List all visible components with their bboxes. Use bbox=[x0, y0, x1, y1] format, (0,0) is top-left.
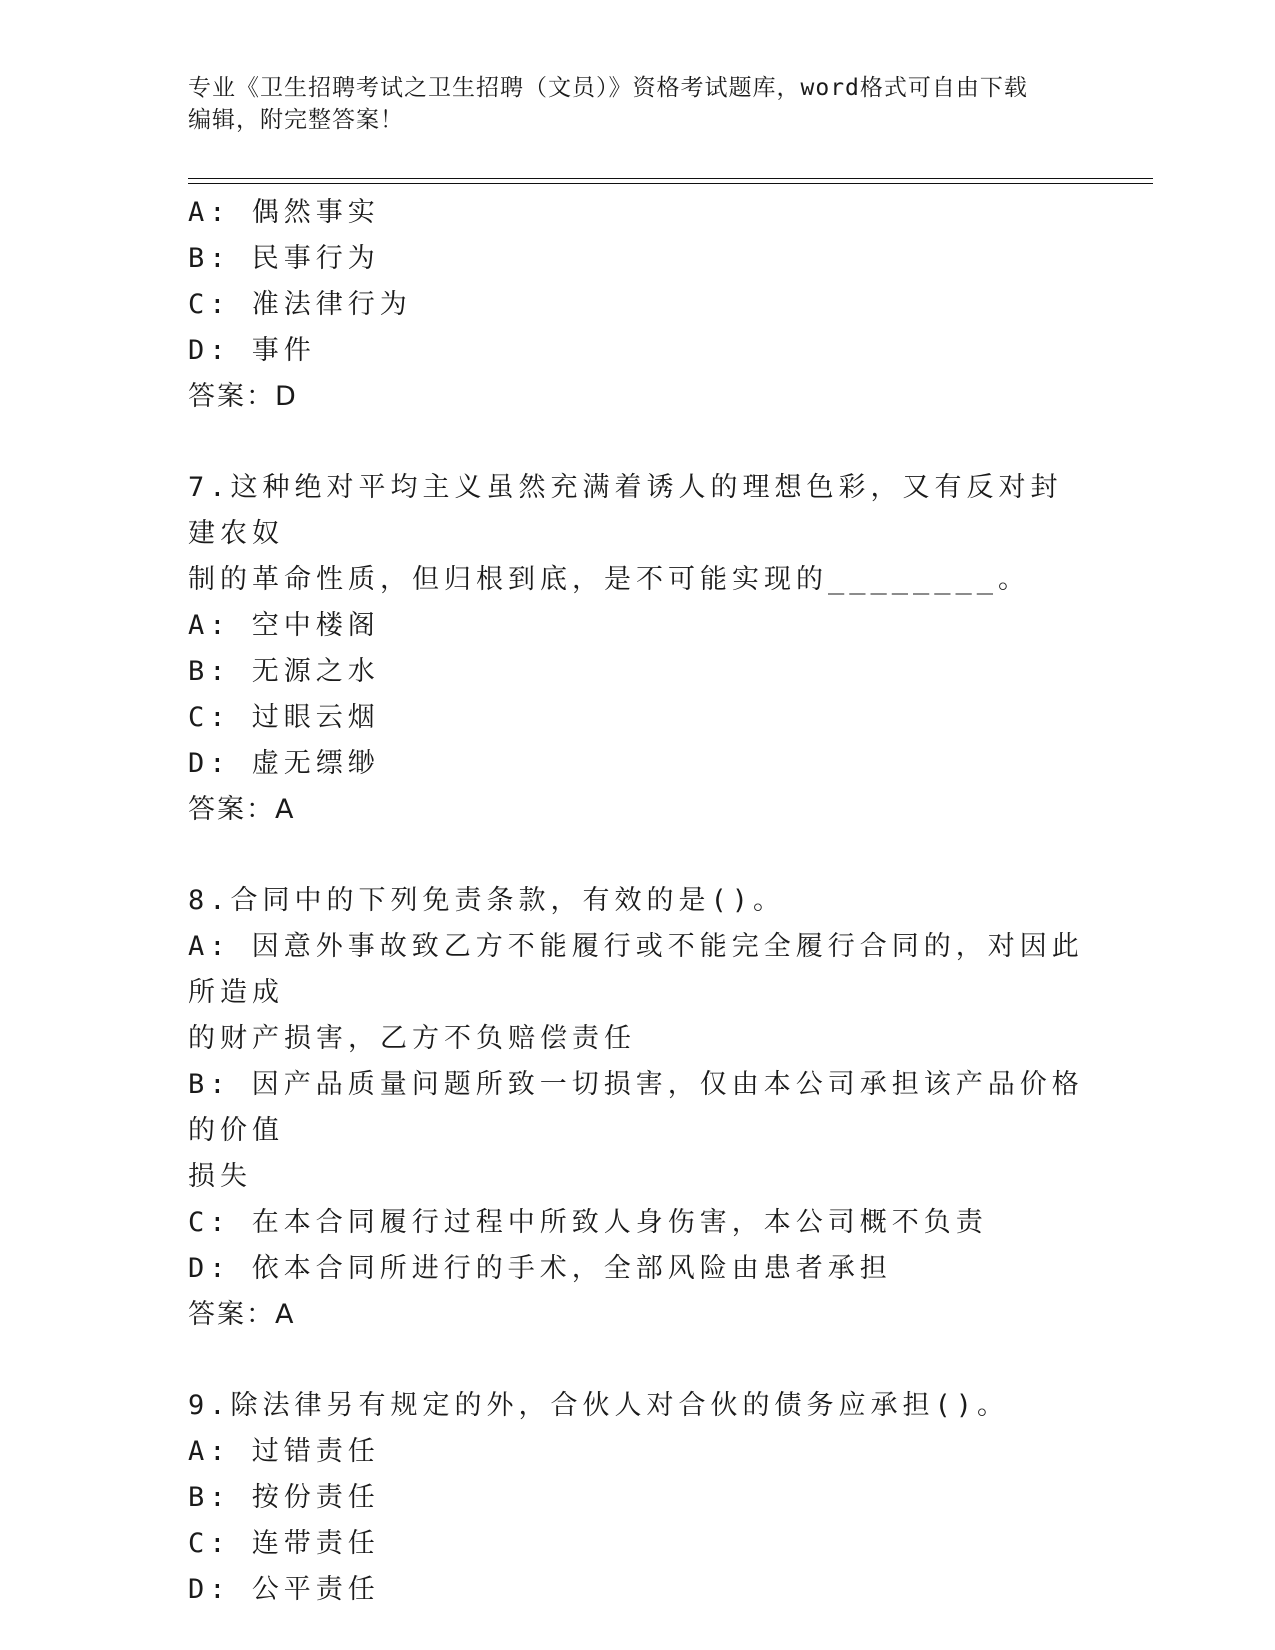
option-d: D: 公平责任 bbox=[188, 1574, 380, 1605]
question-stem-line-1: 7.这种绝对平均主义虽然充满着诱人的理想色彩，又有反对封建农奴 bbox=[188, 472, 1063, 549]
option-c: C: 过眼云烟 bbox=[188, 702, 380, 733]
option-b: B: 民事行为 bbox=[188, 243, 380, 274]
header-line-2: 编辑，附完整答案！ bbox=[188, 107, 404, 133]
question-stem-line-2: 制的革命性质，但归根到底，是不可能实现的________。 bbox=[188, 564, 1031, 595]
option-d: D: 依本合同所进行的手术，全部风险由患者承担 bbox=[188, 1253, 892, 1284]
option-b: B: 无源之水 bbox=[188, 656, 380, 687]
question-7 bbox=[188, 465, 1088, 833]
option-c: C: 连带责任 bbox=[188, 1528, 380, 1559]
option-b-continued: 损失 bbox=[188, 1161, 252, 1192]
option-d: D: 虚无缥缈 bbox=[188, 748, 380, 779]
answer-label: 答案：D bbox=[188, 381, 298, 412]
option-b: B: 因产品质量问题所致一切损害，仅由本公司承担该产品价格的价值 bbox=[188, 1069, 1084, 1146]
option-a: A: 偶然事实 bbox=[188, 197, 380, 228]
question-stem: 9.除法律另有规定的外，合伙人对合伙的债务应承担()。 bbox=[188, 1390, 1010, 1421]
header-divider-bottom bbox=[188, 183, 1153, 184]
option-c: C: 准法律行为 bbox=[188, 289, 412, 320]
header-line-1: 专业《卫生招聘考试之卫生招聘（文员）》资格考试题库，word格式可自由下载 bbox=[188, 75, 1028, 101]
option-d: D: 事件 bbox=[188, 335, 316, 366]
option-c: C: 在本合同履行过程中所致人身伤害，本公司概不负责 bbox=[188, 1207, 988, 1238]
option-a: A: 过错责任 bbox=[188, 1436, 380, 1467]
option-a: A: 空中楼阁 bbox=[188, 610, 380, 641]
option-a: A: 因意外事故致乙方不能履行或不能完全履行合同的，对因此所造成 bbox=[188, 931, 1084, 1008]
option-a-continued: 的财产损害，乙方不负赔偿责任 bbox=[188, 1023, 636, 1054]
option-b: B: 按份责任 bbox=[188, 1482, 380, 1513]
answer-label: 答案：A bbox=[188, 1299, 296, 1330]
question-9 bbox=[188, 1383, 1088, 1613]
header-divider-top bbox=[188, 178, 1153, 179]
question-6 bbox=[188, 190, 1088, 420]
question-stem: 8.合同中的下列免责条款，有效的是()。 bbox=[188, 885, 786, 916]
answer-label: 答案：A bbox=[188, 794, 296, 825]
question-8 bbox=[188, 878, 1088, 1338]
question-list bbox=[188, 190, 1088, 1613]
document-header bbox=[188, 72, 1088, 136]
